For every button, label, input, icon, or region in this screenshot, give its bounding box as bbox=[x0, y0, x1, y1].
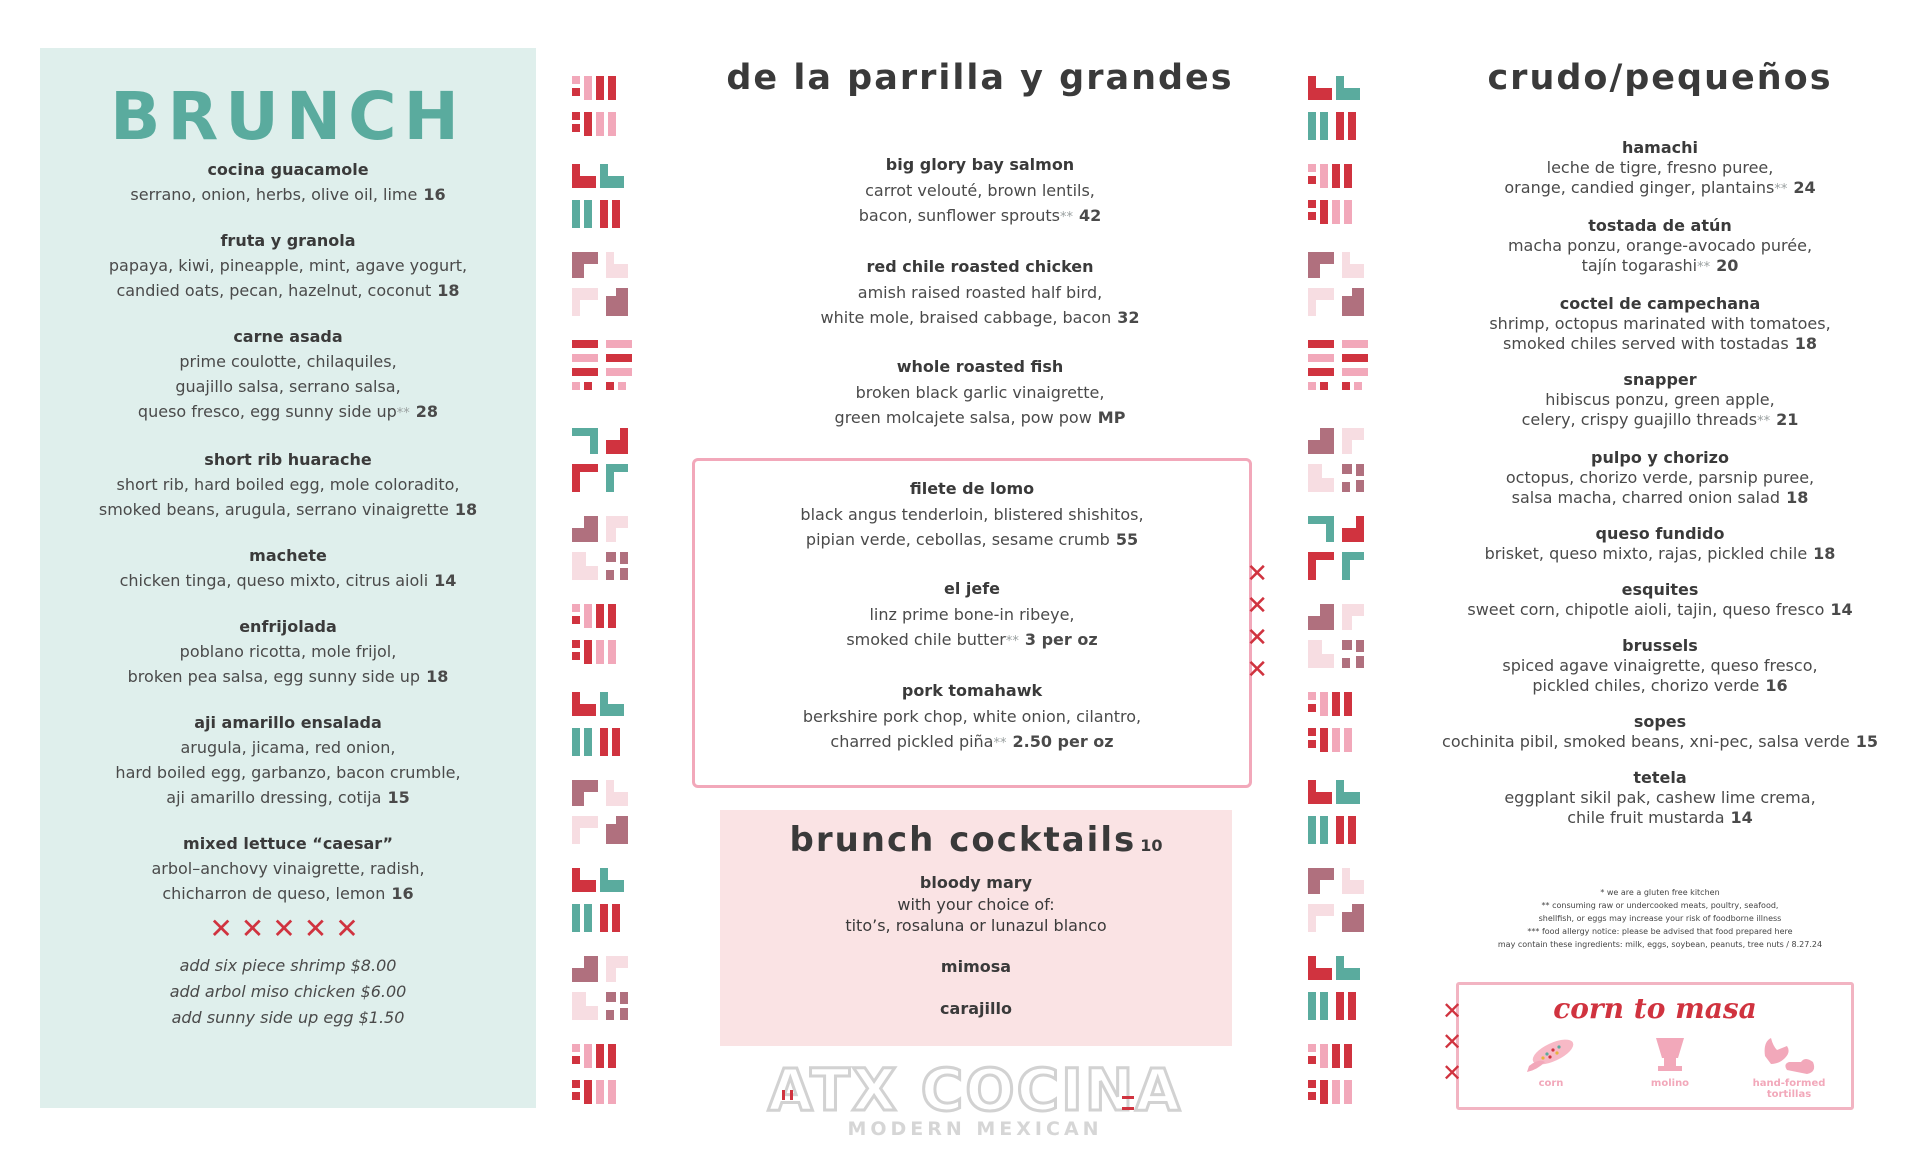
menu-item bbox=[692, 678, 1252, 756]
item-price: 14 bbox=[434, 571, 457, 590]
item-desc: arbol–anchovy vinaigrette, radish, bbox=[151, 859, 425, 878]
menu-item bbox=[40, 448, 536, 522]
x-marks-decoration: ✕ ✕ ✕ ✕ bbox=[1246, 559, 1268, 685]
menu-item bbox=[1410, 370, 1910, 432]
brunch-title: BRUNCH bbox=[110, 78, 466, 155]
footnote: *** food allergy notice: please be advised that food prepared here bbox=[1527, 927, 1793, 936]
addons-list bbox=[40, 953, 536, 1031]
step-label: molino bbox=[1650, 1078, 1690, 1089]
footnote: ** consuming raw or undercooked meats, poultry, seafood, bbox=[1541, 901, 1779, 910]
item-stars: ** bbox=[396, 406, 410, 421]
pattern-tile bbox=[572, 692, 636, 756]
pattern-tile bbox=[1308, 868, 1372, 932]
corn-icon bbox=[1519, 1032, 1583, 1076]
corn-to-masa-box bbox=[1442, 982, 1854, 1110]
logo-wordmark: ATX COCINA bbox=[767, 1056, 1183, 1124]
item-desc: chicken tinga, queso mixto, citrus aioli 14 bbox=[119, 571, 457, 590]
pattern-tile bbox=[572, 956, 636, 1020]
menu-item bbox=[1410, 138, 1910, 200]
item-desc: cochinita pibil, smoked beans, xni-pec, salsa verde 15 bbox=[1442, 732, 1878, 751]
item-stars: ** bbox=[993, 736, 1007, 751]
step-label: corn bbox=[1538, 1078, 1564, 1089]
pattern-tile bbox=[1308, 164, 1372, 228]
item-name: coctel de campechana bbox=[1559, 294, 1761, 313]
item-desc: macha ponzu, orange-avocado purée, bbox=[1507, 236, 1813, 255]
footnote: shellfish, or eggs may increase your risk of foodborne illness bbox=[1538, 914, 1782, 923]
menu-item bbox=[1410, 768, 1910, 828]
item-name: carajillo bbox=[940, 999, 1012, 1018]
pattern-tile bbox=[572, 780, 636, 844]
item-desc: broken black garlic vinaigrette, bbox=[855, 383, 1105, 402]
step-molino bbox=[1615, 1032, 1725, 1100]
item-desc: chile fruit mustarda 14 bbox=[1567, 808, 1753, 827]
item-desc: brisket, queso mixto, rajas, pickled chile 18 bbox=[1484, 544, 1836, 563]
x-marks-decoration: ✕ ✕ ✕ bbox=[1442, 997, 1463, 1087]
pattern-tile bbox=[572, 428, 636, 492]
cocktails-title: brunch cocktails 10 bbox=[789, 820, 1163, 860]
corn-to-masa-title: corn to masa bbox=[1553, 992, 1757, 1025]
item-desc: carrot velouté, brown lentils, bbox=[865, 181, 1095, 200]
item-desc: spiced agave vinaigrette, queso fresco, bbox=[1502, 656, 1818, 675]
item-price: 28 bbox=[415, 402, 439, 421]
menu-item bbox=[692, 476, 1252, 552]
item-desc: prime coulotte, chilaquiles, bbox=[179, 352, 397, 371]
item-price: 21 bbox=[1776, 410, 1799, 429]
featured-steaks-box bbox=[692, 458, 1268, 788]
item-price: 42 bbox=[1078, 206, 1102, 225]
restaurant-logo bbox=[760, 1056, 1190, 1146]
item-name: fruta y granola bbox=[220, 231, 356, 250]
item-price: 2.50 per oz bbox=[1012, 732, 1114, 751]
item-price: 18 bbox=[426, 667, 449, 686]
menu-item bbox=[690, 254, 1270, 330]
item-price: 18 bbox=[1794, 334, 1817, 353]
menu-item bbox=[1410, 448, 1910, 508]
item-name: pulpo y chorizo bbox=[1591, 448, 1729, 467]
item-stars: ** bbox=[1005, 634, 1019, 649]
item-stars: ** bbox=[1774, 182, 1788, 197]
menu-item bbox=[1410, 580, 1910, 620]
item-desc: bacon, sunflower sprouts** 42 bbox=[858, 206, 1102, 225]
item-name: mimosa bbox=[940, 957, 1012, 976]
pattern-tile bbox=[1308, 692, 1372, 756]
menu-item bbox=[1410, 524, 1910, 564]
pattern-tile bbox=[1308, 956, 1372, 1020]
pattern-strip-left bbox=[572, 76, 636, 1132]
item-desc: smoked chiles served with tostadas 18 bbox=[1503, 334, 1817, 353]
item-name: carne asada bbox=[233, 327, 343, 346]
item-desc: black angus tenderloin, blistered shishitos, bbox=[800, 505, 1144, 524]
menu-item bbox=[1410, 712, 1910, 752]
pattern-strip-right bbox=[1308, 76, 1372, 1132]
item-name: esquites bbox=[1621, 580, 1699, 599]
item-name: hamachi bbox=[1621, 138, 1698, 157]
pattern-tile bbox=[572, 252, 636, 316]
item-price: 16 bbox=[423, 185, 446, 204]
item-desc: guajillo salsa, serrano salsa, bbox=[175, 377, 401, 396]
corn-to-masa-steps bbox=[1496, 1032, 1844, 1100]
item-name: red chile roasted chicken bbox=[866, 257, 1094, 276]
item-name: queso fundido bbox=[1595, 524, 1725, 543]
item-stars: ** bbox=[1697, 260, 1711, 275]
item-desc: octopus, chorizo verde, parsnip puree, bbox=[1505, 468, 1815, 487]
footnote: * we are a gluten free kitchen bbox=[1600, 888, 1720, 897]
pattern-tile bbox=[572, 76, 636, 140]
item-name: sopes bbox=[1633, 712, 1687, 731]
item-name: pork tomahawk bbox=[901, 681, 1043, 700]
footnote: may contain these ingredients: milk, eggs, soybean, peanuts, tree nuts / 8.27.24 bbox=[1497, 940, 1823, 949]
item-desc: tajín togarashi** 20 bbox=[1581, 256, 1739, 275]
item-price: 55 bbox=[1115, 530, 1139, 549]
item-desc: queso fresco, egg sunny side up** 28 bbox=[137, 402, 439, 421]
item-desc: shrimp, octopus marinated with tomatoes, bbox=[1489, 314, 1831, 333]
addon-item: add sunny side up egg $1.50 bbox=[171, 1008, 405, 1027]
pattern-tile bbox=[1308, 1044, 1372, 1108]
pattern-tile bbox=[572, 1044, 636, 1108]
step-hand-formed bbox=[1734, 1032, 1844, 1100]
item-desc: white mole, braised cabbage, bacon 32 bbox=[820, 308, 1140, 327]
item-name: enfrijolada bbox=[239, 617, 337, 636]
brunch-menu-list bbox=[40, 158, 536, 1031]
pattern-tile bbox=[572, 868, 636, 932]
menu-item bbox=[40, 832, 536, 906]
item-name: machete bbox=[249, 546, 327, 565]
raw-menu-list bbox=[1410, 138, 1910, 844]
pattern-tile bbox=[572, 340, 636, 404]
item-name: short rib huarache bbox=[204, 450, 372, 469]
item-name: big glory bay salmon bbox=[885, 155, 1075, 174]
item-desc: green molcajete salsa, pow pow MP bbox=[834, 408, 1126, 427]
item-desc: hibiscus ponzu, green apple, bbox=[1545, 390, 1775, 409]
menu-item bbox=[690, 354, 1270, 430]
item-price: 18 bbox=[1786, 488, 1809, 507]
x-marks-decoration: ✕✕✕✕✕ bbox=[209, 912, 367, 945]
logo-tagline: MODERN MEXICAN bbox=[847, 1118, 1103, 1140]
pattern-tile bbox=[1308, 252, 1372, 316]
item-desc: eggplant sikil pak, cashew lime crema, bbox=[1504, 788, 1816, 807]
item-desc: charred pickled piña** 2.50 per oz bbox=[830, 732, 1114, 751]
item-desc: linz prime bone-in ribeye, bbox=[869, 605, 1075, 624]
logo-accent bbox=[1122, 1096, 1134, 1110]
hands-icon bbox=[1757, 1032, 1821, 1076]
item-desc: hard boiled egg, garbanzo, bacon crumble, bbox=[115, 763, 461, 782]
cocktails-price: 10 bbox=[1140, 836, 1163, 855]
pattern-tile bbox=[1308, 340, 1372, 404]
menu-item bbox=[40, 158, 536, 207]
item-name: filete de lomo bbox=[909, 479, 1035, 498]
menu-item bbox=[40, 711, 536, 810]
item-name: aji amarillo ensalada bbox=[194, 713, 382, 732]
brunch-panel bbox=[40, 48, 536, 1108]
item-price: 18 bbox=[454, 500, 478, 519]
addon-item: add arbol miso chicken $6.00 bbox=[169, 982, 407, 1001]
grill-menu-list bbox=[690, 152, 1270, 454]
item-desc: broken pea salsa, egg sunny side up 18 bbox=[127, 667, 449, 686]
menu-item bbox=[40, 325, 536, 426]
pattern-tile bbox=[1308, 76, 1372, 140]
pattern-tile bbox=[1308, 780, 1372, 844]
item-name: tetela bbox=[1633, 768, 1687, 787]
menu-item bbox=[1410, 636, 1910, 696]
item-desc: papaya, kiwi, pineapple, mint, agave yogurt, bbox=[108, 256, 468, 275]
item-stars: ** bbox=[1757, 414, 1771, 429]
molino-icon bbox=[1638, 1032, 1702, 1076]
pattern-tile bbox=[1308, 428, 1372, 492]
pattern-tile bbox=[1308, 604, 1372, 668]
item-desc: leche de tigre, fresno puree, bbox=[1546, 158, 1774, 177]
cocktails-list bbox=[720, 872, 1232, 1020]
item-name: brussels bbox=[1622, 636, 1698, 655]
item-price: 24 bbox=[1793, 178, 1816, 197]
menu-item bbox=[692, 576, 1252, 654]
item-desc: smoked beans, arugula, serrano vinaigrette 18 bbox=[98, 500, 478, 519]
item-price: 16 bbox=[1765, 676, 1788, 695]
item-name: cocina guacamole bbox=[207, 160, 369, 179]
item-price: 14 bbox=[1830, 600, 1853, 619]
menu-item bbox=[40, 544, 536, 593]
cocktails-panel bbox=[720, 810, 1232, 1046]
item-name: mixed lettuce “caesar” bbox=[183, 834, 393, 853]
item-desc: berkshire pork chop, white onion, cilantro, bbox=[802, 707, 1142, 726]
item-desc: celery, crispy guajillo threads** 21 bbox=[1521, 410, 1799, 429]
item-name: tostada de atún bbox=[1588, 216, 1732, 235]
item-price: 15 bbox=[387, 788, 410, 807]
item-price: 32 bbox=[1117, 308, 1140, 327]
item-desc: poblano ricotta, mole frijol, bbox=[179, 642, 397, 661]
menu-item bbox=[40, 615, 536, 689]
cocktail-item bbox=[720, 956, 1232, 978]
item-desc: aji amarillo dressing, cotija 15 bbox=[166, 788, 410, 807]
item-desc: sweet corn, chipotle aioli, tajin, queso fresco 14 bbox=[1467, 600, 1853, 619]
item-price: 20 bbox=[1716, 256, 1739, 275]
grill-section-title: de la parrilla y grandes bbox=[726, 58, 1234, 98]
footnotes bbox=[1440, 886, 1880, 951]
menu-item bbox=[40, 229, 536, 303]
item-desc: pickled chiles, chorizo verde 16 bbox=[1532, 676, 1788, 695]
item-desc: orange, candied ginger, plantains** 24 bbox=[1504, 178, 1816, 197]
pattern-tile bbox=[572, 516, 636, 580]
item-name: bloody mary bbox=[919, 873, 1033, 892]
item-desc: smoked chile butter** 3 per oz bbox=[846, 630, 1098, 649]
item-price: 14 bbox=[1730, 808, 1753, 827]
pattern-tile bbox=[1308, 516, 1372, 580]
step-corn bbox=[1496, 1032, 1606, 1100]
item-desc: tito’s, rosaluna or lunazul blanco bbox=[845, 916, 1107, 935]
item-desc: salsa macha, charred onion salad 18 bbox=[1511, 488, 1809, 507]
pattern-tile bbox=[572, 164, 636, 228]
menu-item bbox=[1410, 294, 1910, 354]
item-name: el jefe bbox=[943, 579, 1001, 598]
cocktail-item bbox=[720, 872, 1232, 936]
item-price: 3 per oz bbox=[1024, 630, 1098, 649]
item-name: whole roasted fish bbox=[896, 357, 1064, 376]
item-price: 15 bbox=[1855, 732, 1878, 751]
item-price: MP bbox=[1097, 408, 1126, 427]
item-desc: amish raised roasted half bird, bbox=[857, 283, 1103, 302]
cocktail-item bbox=[720, 998, 1232, 1020]
item-price: 16 bbox=[391, 884, 414, 903]
item-desc: candied oats, pecan, hazelnut, coconut 18 bbox=[116, 281, 460, 300]
item-desc: pipian verde, cebollas, sesame crumb 55 bbox=[805, 530, 1139, 549]
item-desc: chicharron de queso, lemon 16 bbox=[162, 884, 414, 903]
item-desc: short rib, hard boiled egg, mole coloradito, bbox=[116, 475, 460, 494]
logo-accent bbox=[782, 1090, 793, 1100]
featured-menu-list bbox=[692, 476, 1252, 780]
menu-item bbox=[690, 152, 1270, 230]
item-desc: with your choice of: bbox=[897, 895, 1055, 914]
raw-section-title: crudo/pequeños bbox=[1487, 58, 1833, 98]
item-desc: serrano, onion, herbs, olive oil, lime 16 bbox=[130, 185, 446, 204]
item-desc: arugula, jicama, red onion, bbox=[180, 738, 396, 757]
step-label: hand-formed tortillas bbox=[1752, 1078, 1826, 1100]
menu-item bbox=[1410, 216, 1910, 278]
item-price: 18 bbox=[437, 281, 460, 300]
pattern-tile bbox=[572, 604, 636, 668]
addon-item: add six piece shrimp $8.00 bbox=[179, 956, 397, 975]
item-price: 18 bbox=[1813, 544, 1836, 563]
item-name: snapper bbox=[1623, 370, 1697, 389]
item-stars: ** bbox=[1059, 210, 1073, 225]
